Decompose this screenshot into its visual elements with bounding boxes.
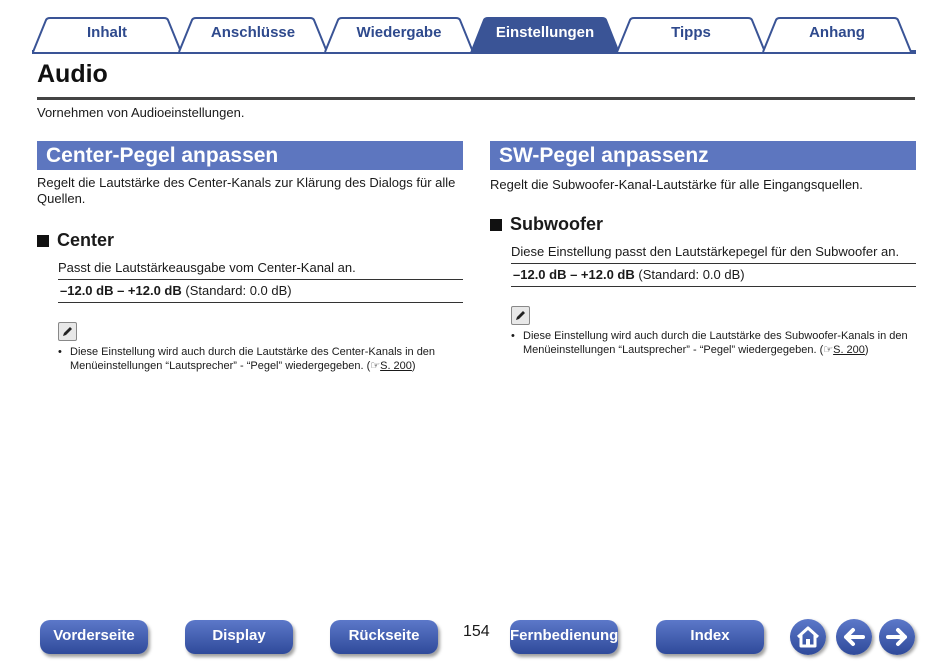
tab-wiedergabe[interactable] (324, 17, 474, 51)
tab-anhang[interactable] (762, 17, 912, 51)
tab-label: Tipps (671, 24, 711, 41)
tab-label: Anhang (809, 24, 865, 41)
note-text: Diese Einstellung wird auch durch die Lautstärke des Center-Kanals in den Menüeinstellungen “Lautsprecher” - “Pegel” wiedergegeben. ( (70, 346, 436, 372)
index-button[interactable]: Index (656, 620, 764, 654)
arrow-left-icon (836, 619, 872, 655)
section-center-level (37, 141, 463, 373)
page-title: Audio (37, 60, 108, 88)
note-item (511, 329, 916, 357)
square-bullet-icon (490, 219, 502, 231)
range-box (511, 263, 916, 287)
previous-page-button[interactable] (836, 619, 872, 655)
pointing-hand-icon: ☞ (823, 344, 834, 356)
note-text: Diese Einstellung wird auch durch die Lautstärke des Subwoofer-Kanals in den Menüeinstellungen “Lautsprecher” - “Pegel” wiedergegeben. ( (523, 330, 908, 356)
front-panel-button[interactable]: Vorderseite (40, 620, 148, 654)
page-number: 154 (463, 623, 490, 640)
rear-panel-button[interactable]: Rückseite (330, 620, 438, 654)
page-reference-link[interactable]: S. 200 (833, 344, 865, 356)
note-close: ) (864, 344, 869, 356)
note-text-wrap (70, 345, 463, 373)
subsection-title: Center (57, 230, 115, 250)
default-value: (Standard: 0.0 dB) (185, 283, 292, 298)
tab-label: Anschlüsse (210, 24, 296, 41)
home-icon (790, 619, 826, 655)
tab-bar (32, 17, 916, 54)
tab-tipps[interactable] (616, 17, 766, 51)
tab-inhalt[interactable] (32, 17, 182, 51)
note-close: ) (411, 360, 416, 372)
note-bullet: • (58, 346, 62, 358)
range-value: –12.0 dB – +12.0 dB (513, 267, 635, 282)
square-bullet-icon (37, 235, 49, 247)
display-button[interactable]: Display (185, 620, 293, 654)
arrow-right-icon (879, 619, 915, 655)
section-description: Regelt die Subwoofer-Kanal-Lautstärke für alle Eingangsquellen. (490, 177, 863, 192)
range-value: –12.0 dB – +12.0 dB (60, 283, 182, 298)
subsection-description: Diese Einstellung passt den Lautstärkepegel für den Subwoofer an. (511, 244, 900, 259)
page-reference-link[interactable]: S. 200 (380, 360, 412, 372)
tab-label: Einstellungen (495, 24, 595, 41)
default-value: (Standard: 0.0 dB) (638, 267, 745, 282)
range-box (58, 279, 463, 303)
tab-einstellungen[interactable] (470, 17, 620, 51)
title-divider (37, 97, 915, 100)
subsection-description: Passt die Lautstärkeausgabe vom Center-Kanal an. (58, 260, 356, 275)
home-button[interactable] (790, 619, 826, 655)
note-bullet: • (511, 330, 515, 342)
remote-control-button[interactable]: Fernbedienung (510, 620, 618, 654)
section-heading: Center-Pegel anpassen (37, 141, 463, 170)
section-subwoofer-level (490, 141, 916, 357)
tab-label: Wiedergabe (356, 24, 442, 41)
section-description: Regelt die Lautstärke des Center-Kanals zur Klärung des Dialogs für alle Quellen. (37, 175, 456, 206)
pencil-note-icon (511, 306, 530, 325)
subsection-heading (37, 230, 463, 251)
page-intro: Vornehmen von Audioeinstellungen. (37, 105, 245, 120)
subsection-title: Subwoofer (510, 214, 603, 234)
tab-label: Inhalt (87, 24, 127, 41)
subsection-heading (490, 214, 916, 235)
tab-anschluesse[interactable] (178, 17, 328, 51)
pencil-note-icon (58, 322, 77, 341)
pointing-hand-icon: ☞ (370, 360, 381, 372)
section-heading: SW-Pegel anpassenz (490, 141, 916, 170)
next-page-button[interactable] (879, 619, 915, 655)
note-text-wrap (523, 329, 916, 357)
note-item (58, 345, 463, 373)
